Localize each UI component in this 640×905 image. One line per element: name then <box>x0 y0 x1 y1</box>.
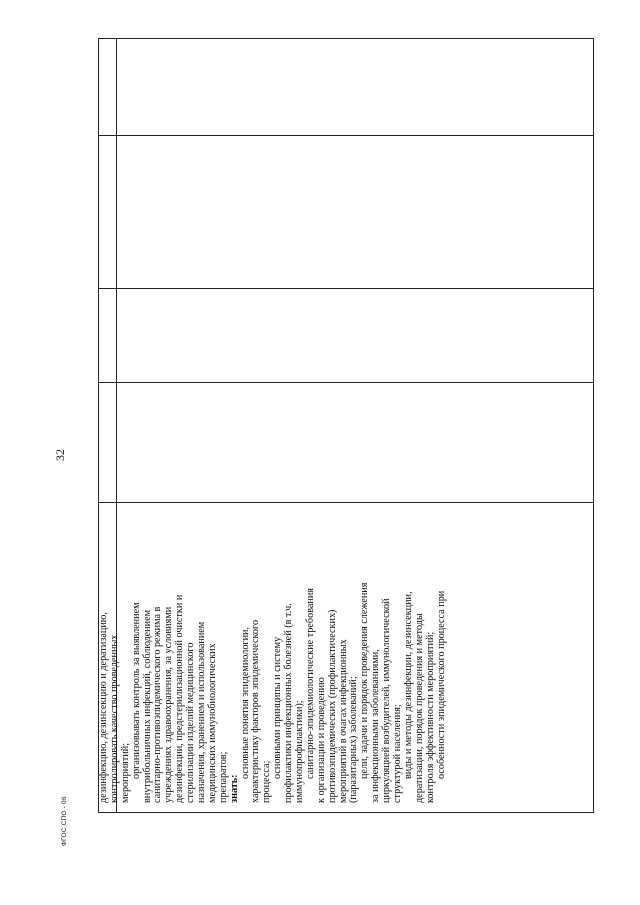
text-line: медицинских иммунобиологических <box>206 643 218 803</box>
text-line: противоэпидемических (профилактических) <box>326 609 338 803</box>
text-line: дезинфекцию, дезинсекцию и дератизацию, <box>98 612 109 803</box>
text-line: особенности эпидемического процесса при <box>435 590 447 779</box>
competency-cell-text <box>99 505 467 803</box>
text-line: основными принципы и систему <box>272 636 284 779</box>
text-line: мероприятий; <box>119 742 131 803</box>
text-line: виды и методы дезинфекции, дезинсекции, <box>402 591 414 779</box>
table-row-divider <box>99 135 593 136</box>
section-heading: знать: <box>228 774 240 803</box>
text-line: контролировать качество проведенных <box>108 634 120 803</box>
text-line: за инфекционными заболеваниями, <box>370 649 382 803</box>
text-line: санитарно-эпидемиологические требования <box>304 588 316 779</box>
text-line: дезинфекции, предстерилизационной очистки и <box>174 594 186 803</box>
text-line: к организации и проведению <box>315 677 327 803</box>
text-line: санитарно-противоэпидемического режима в <box>152 606 164 803</box>
text-line: характеристику факторов эпидемического <box>250 619 262 803</box>
text-line: контроля эффективности мероприятий; <box>424 631 436 803</box>
text-line: стерилизации изделий медицинского <box>185 642 197 803</box>
text-line: организовывать контроль за выявлением <box>130 602 142 779</box>
text-line: циркуляцией возбудителей, иммунологической <box>381 598 393 803</box>
text-line: внутрибольничных инфекций, соблюдением <box>141 609 153 803</box>
text-line: (паразитарных) заболеваний; <box>348 676 360 803</box>
text-line: цели, задачи и порядок проведения слежения <box>359 582 371 779</box>
page-number: 32 <box>53 449 67 461</box>
text-line: иммунопрофилактики); <box>294 700 306 803</box>
text-line: профилактики инфекционных болезней (в т.ч. <box>283 603 295 803</box>
footer-document-code: ФГОС СПО - 06 <box>61 796 68 846</box>
table-row-divider <box>99 382 593 383</box>
text-line: мероприятий в очагах инфекционных <box>337 639 349 803</box>
text-line: дератизации, порядок проведения и методы <box>413 613 425 803</box>
text-line: учреждениях здравоохранения, за условиями <box>163 606 175 803</box>
table-row-divider <box>99 502 593 503</box>
text-line: структурой населения; <box>392 704 404 803</box>
text-line: основные понятия эпидемиологии, <box>239 626 251 779</box>
text-line: назначения, хранением и использованием <box>196 621 208 803</box>
text-line: препаратов; <box>217 751 229 803</box>
table-row-divider <box>99 288 593 289</box>
text-line: процесса; <box>261 760 273 803</box>
